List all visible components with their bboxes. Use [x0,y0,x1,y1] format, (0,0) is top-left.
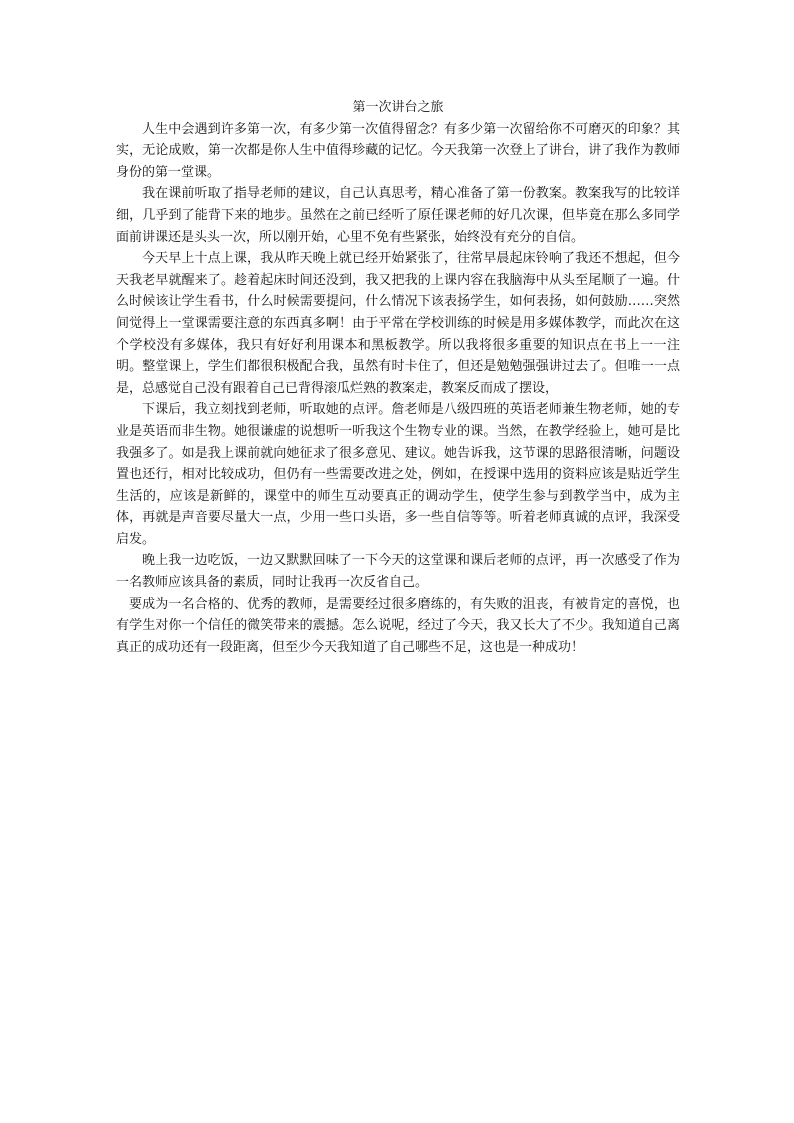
paragraph-lesson-day: 今天早上十点上课，我从昨天晚上就已经开始紧张了，往常早晨起床铃响了我还不想起，但今天我老早就醒来了。趁着起床时间还没到，我又把我的上课内容在我脑海中从头至尾顺了一遍。什么时候该让学生看书，什么时候需要提问，什么情况下该表扬学生，如何表扬，如何鼓励……突然间觉得上一堂课需要注意的东西真多啊！由于平常在学校训练的时候是用多媒体教学，而此次在这个学校没有多媒体，我只有好好利用课本和黑板教学。所以我将很多重要的知识点在书上一一注明。整堂课上，学生们都很积极配合我，虽然有时卡住了，但还是勉勉强强讲过去了。但唯一一点是，总感觉自己没有跟着自己已背得滚瓜烂熟的教案走，教案反而成了摆设， [116,251,680,396]
document-page [116,97,680,658]
paragraph-intro: 人生中会遇到许多第一次，有多少第一次值得留念？有多少第一次留给你不可磨灭的印象？其实，无论成败，第一次都是你人生中值得珍藏的记忆。今天我第一次登上了讲台，讲了我作为教师身份的第一堂课。 [116,121,680,180]
paragraph-evening-reflection: 晚上我一边吃饭，一边又默默回味了一下今天的这堂课和课后老师的点评，再一次感受了作为一名教师应该具备的素质，同时让我再一次反省自己。 [116,553,680,591]
paragraph-feedback: 下课后，我立刻找到老师，听取她的点评。詹老师是八级四班的英语老师兼生物老师，她的专业是英语而非生物。她很谦虚的说想听一听我这个生物专业的课。当然，在教学经验上，她可是比我强多了。如是我上课前就向她征求了很多意见、建议。她告诉我，这节课的思路很清晰，问题设置也还行，相对比较成功，但仍有一些需要改进之处，例如，在授课中选用的资料应该是贴近学生生活的，应该是新鲜的，课堂中的师生互动要真正的调动学生，使学生参与到教学当中，成为主体，再就是声音要尽量大一点，少用一些口头语，多一些自信等等。听着老师真诚的点评，我深受启发。 [116,402,680,547]
document-title: 第一次讲台之旅 [352,100,444,115]
paragraph-preparation: 我在课前听取了指导老师的建议，自己认真思考，精心准备了第一份教案。教案我写的比较详细，几乎到了能背下来的地步。虽然在之前已经听了原任课老师的好几次课，但毕竟在那么多同学面前讲课还是头头一次，所以刚开始，心里不免有些紧张，始终没有充分的自信。 [116,186,680,245]
paragraph-conclusion: 要成为一名合格的、优秀的教师，是需要经过很多磨练的，有失败的沮丧，有被肯定的喜悦，也有学生对你一个信任的微笑带来的震撼。怎么说呢，经过了今天，我又长大了不少。我知道自己离真正的成功还有一段距离，但至少今天我知道了自己哪些不足，这也是一种成功！ [116,596,680,655]
